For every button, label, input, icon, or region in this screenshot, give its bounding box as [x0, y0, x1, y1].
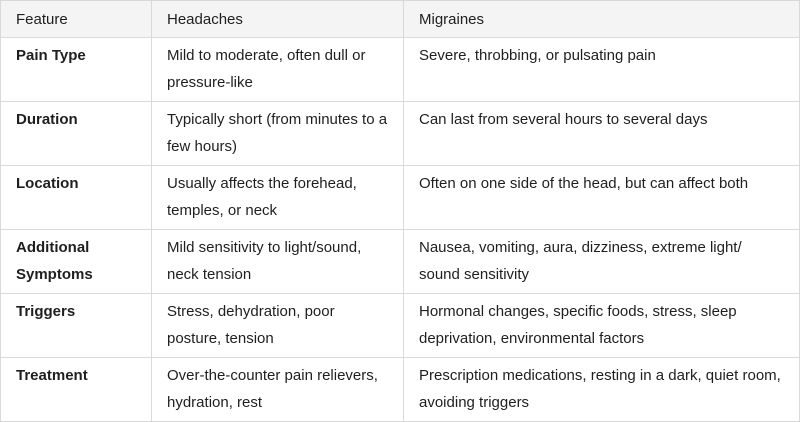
- table-row: [1, 358, 800, 422]
- headaches-cell: Typically short (from minutes to a few hours): [152, 102, 404, 166]
- table-row: [1, 166, 800, 230]
- table-body: [1, 38, 800, 422]
- feature-cell: Additional Symptoms: [1, 230, 152, 294]
- table-row: [1, 102, 800, 166]
- table-header: [1, 1, 800, 38]
- feature-cell: Treatment: [1, 358, 152, 422]
- feature-cell: Duration: [1, 102, 152, 166]
- header-feature: Feature: [1, 1, 152, 38]
- table-row: [1, 38, 800, 102]
- feature-cell: Triggers: [1, 294, 152, 358]
- feature-cell: Pain Type: [1, 38, 152, 102]
- migraines-cell: Often on one side of the head, but can affect both: [404, 166, 800, 230]
- migraines-cell: Prescription medications, resting in a dark, quiet room, avoiding triggers: [404, 358, 800, 422]
- migraines-cell: Hormonal changes, specific foods, stress, sleep deprivation, environmental factors: [404, 294, 800, 358]
- migraines-cell: Severe, throbbing, or pulsating pain: [404, 38, 800, 102]
- feature-cell: Location: [1, 166, 152, 230]
- headaches-cell: Mild to moderate, often dull or pressure-like: [152, 38, 404, 102]
- migraines-cell: Nausea, vomiting, aura, dizziness, extreme light/ sound sensitivity: [404, 230, 800, 294]
- header-migraines: Migraines: [404, 1, 800, 38]
- headaches-cell: Stress, dehydration, poor posture, tension: [152, 294, 404, 358]
- table-row: [1, 230, 800, 294]
- headaches-cell: Usually affects the forehead, temples, or neck: [152, 166, 404, 230]
- header-row: [1, 1, 800, 38]
- table-row: [1, 294, 800, 358]
- migraines-cell: Can last from several hours to several days: [404, 102, 800, 166]
- headaches-cell: Mild sensitivity to light/sound, neck tension: [152, 230, 404, 294]
- header-headaches: Headaches: [152, 1, 404, 38]
- headaches-cell: Over-the-counter pain relievers, hydration, rest: [152, 358, 404, 422]
